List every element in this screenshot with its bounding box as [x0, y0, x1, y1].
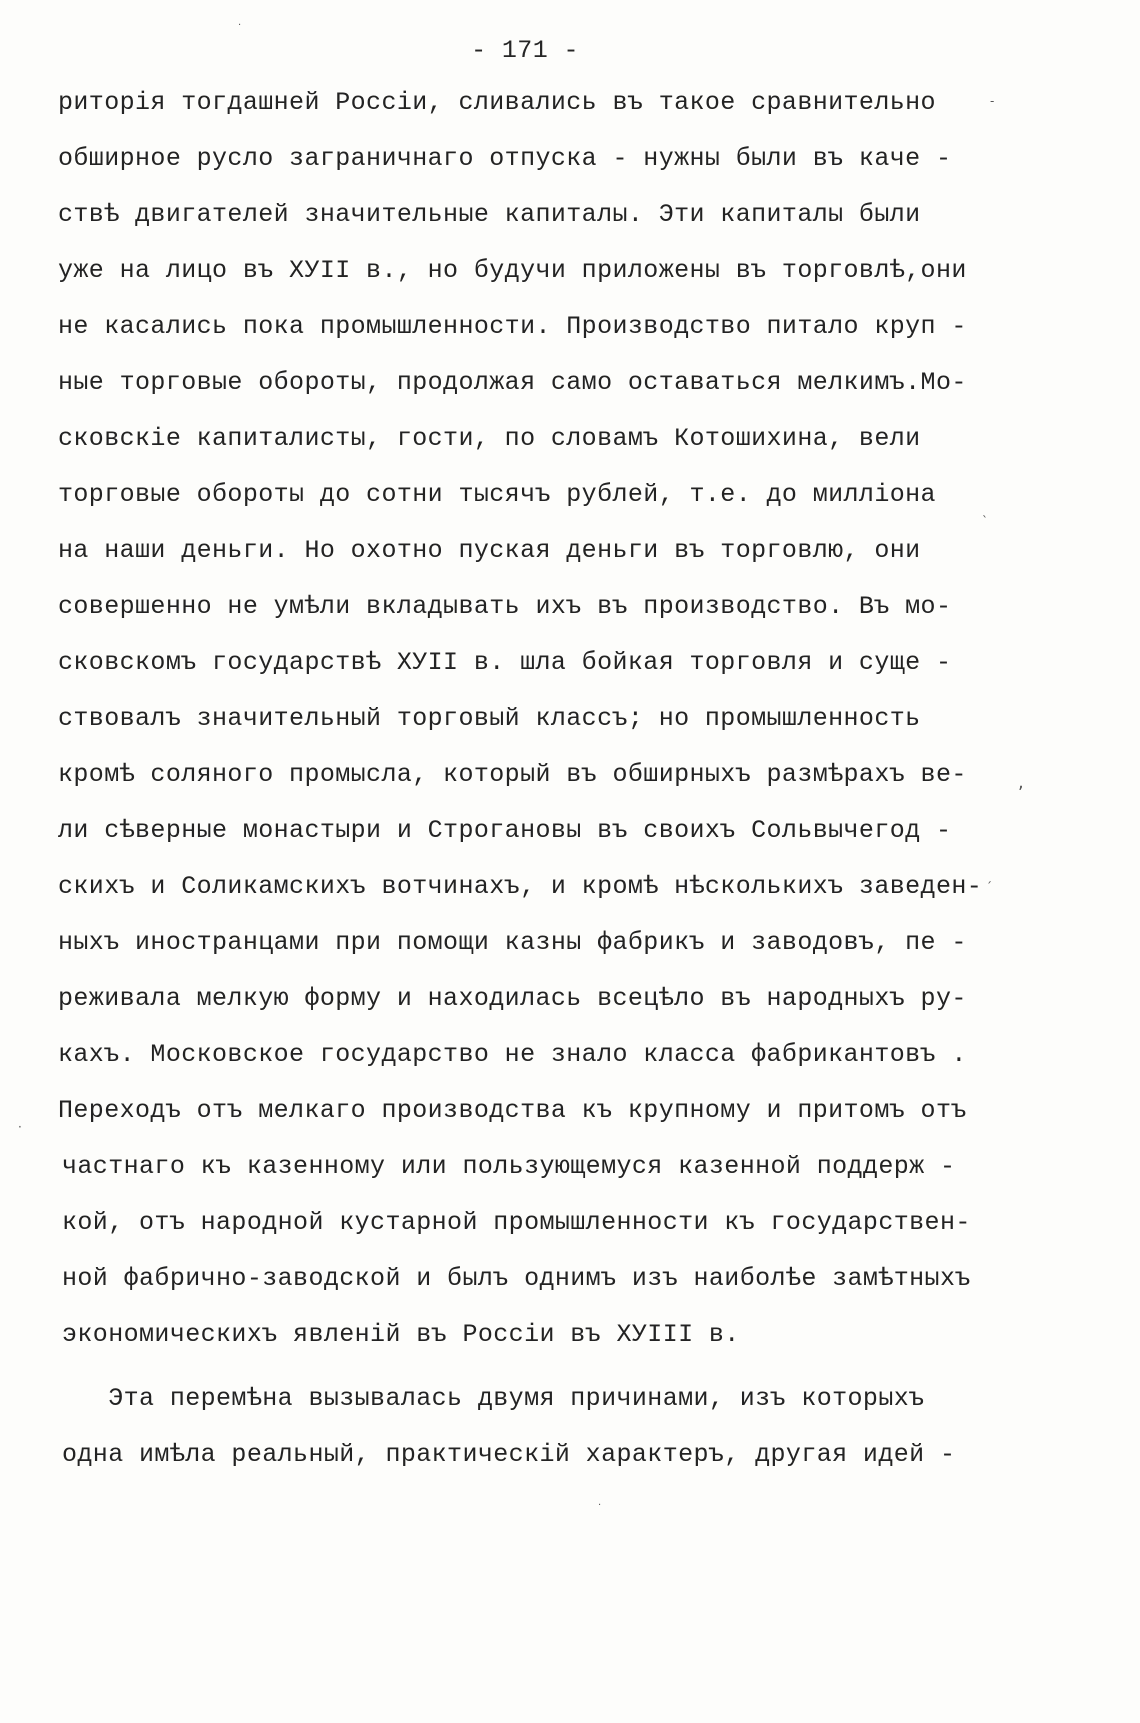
text-line: уже на лицо въ ХУII в., но будучи приложены въ торговлѣ,они: [58, 256, 967, 285]
scan-speck: ˊ: [986, 880, 993, 894]
text-line: ствѣ двигателей значительные капиталы. Эти капиталы были: [58, 200, 921, 229]
text-line: кромѣ соляного промысла, который въ обширныхъ размѣрахъ ве-: [58, 760, 967, 789]
text-line: сковскомъ государствѣ ХУII в. шла бойкая торговля и суще -: [58, 648, 952, 677]
scan-speck: ·: [238, 20, 242, 31]
text-line: ной фабрично-заводской и былъ однимъ изъ наиболѣе замѣтныхъ: [62, 1264, 971, 1293]
text-line: ли сѣверные монастыри и Строгановы въ своихъ Сольвычегод -: [58, 816, 952, 845]
text-line: кахъ. Московское государство не знало класса фабрикантовъ .: [58, 1040, 967, 1069]
text-line: ныхъ иностранцами при помощи казны фабрикъ и заводовъ, пе -: [58, 928, 967, 957]
text-line: Переходъ отъ мелкаго производства къ крупному и притомъ отъ: [58, 1096, 967, 1125]
text-line: на наши деньги. Но охотно пуская деньги въ торговлю, они: [58, 536, 921, 565]
text-line: скихъ и Соликамскихъ вотчинахъ, и кромѣ нѣсколькихъ заведен-: [58, 872, 983, 901]
scan-speck: -: [990, 94, 995, 108]
scan-speck: ·: [18, 1120, 23, 1134]
text-line: торговые обороты до сотни тысячъ рублей, т.е. до милліона: [58, 480, 936, 509]
text-line: ствовалъ значительный торговый классъ; но промышленность: [58, 704, 921, 733]
text-line: кой, отъ народной кустарной промышленности къ государствен-: [62, 1208, 971, 1237]
text-line: Эта перемѣна вызывалась двумя причинами, изъ которыхъ: [62, 1384, 925, 1413]
scan-speck: ˋ: [982, 514, 989, 528]
text-line: обширное русло заграничнаго отпуска - нужны были въ каче -: [58, 144, 952, 173]
text-line: совершенно не умѣли вкладывать ихъ въ производство. Въ мо-: [58, 592, 952, 621]
page-number: - 171 -: [471, 36, 579, 65]
text-line: реживала мелкую форму и находилась всецѣло въ народныхъ ру-: [58, 984, 967, 1013]
margin-mark: ,: [1018, 772, 1025, 793]
text-line: одна имѣла реальный, практическій характеръ, другая идей -: [62, 1440, 956, 1469]
text-line: сковскіе капиталисты, гости, по словамъ Котошихина, вели: [58, 424, 921, 453]
scan-speck: ·: [598, 1500, 602, 1511]
text-line: ные торговые обороты, продолжая само оставаться мелкимъ.Мо-: [58, 368, 967, 397]
text-line: частнаго къ казенному или пользующемуся казенной поддерж -: [62, 1152, 956, 1181]
text-line: не касались пока промышленности. Производство питало круп -: [58, 312, 967, 341]
text-line: риторія тогдашней Россіи, сливались въ такое сравнительно: [58, 88, 936, 117]
text-line: экономическихъ явленій въ Россіи въ ХУIII в.: [62, 1320, 740, 1349]
